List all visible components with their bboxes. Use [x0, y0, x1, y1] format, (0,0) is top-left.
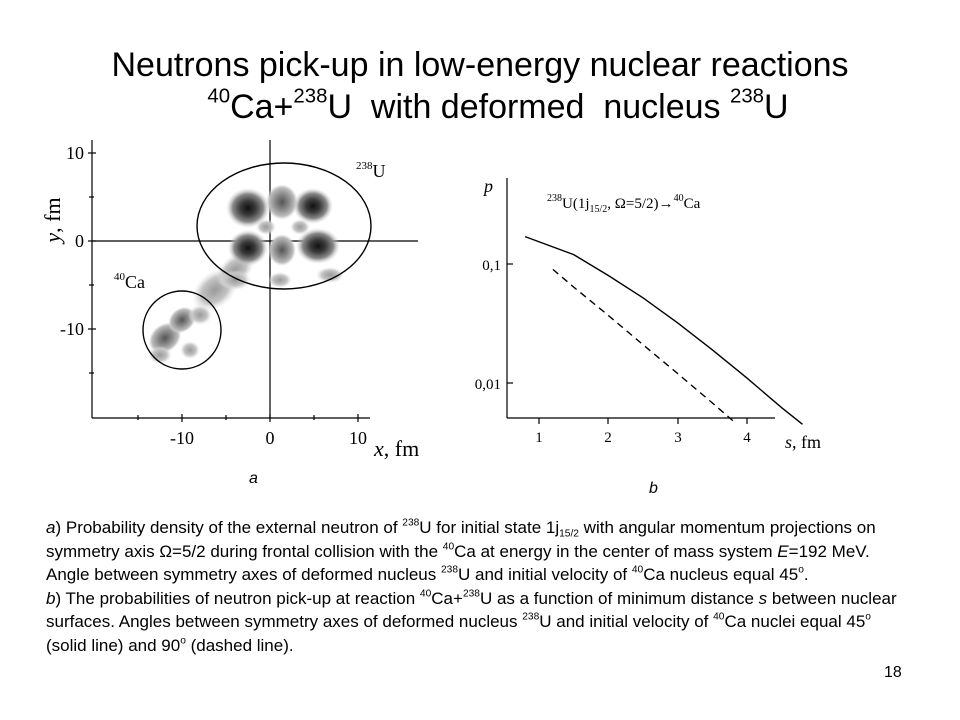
x-tick-label: 1 [535, 430, 543, 446]
x-tick-label: 0 [265, 428, 275, 448]
panel-b-axes [507, 178, 775, 424]
x-tick-label: 10 [349, 428, 367, 448]
caption-b: b) The probabilities of neutron pick-up at reaction $^{40}$Ca+$^{238}$U as a function of minimum distance s between nuclear surfaces. Angles between symmetry axes of deformed nucleus $^{238}$U and initial velocity of $^{40}$Ca nuclei equal 45$^o$ (solid line) and 90$^o$ (dashed line). [46, 587, 897, 655]
y-tick-label: 10 [66, 143, 84, 163]
panel-a-label: a [249, 470, 258, 487]
x-axis-label: s, fm [785, 432, 822, 452]
y-axis-label: y, fm [40, 197, 65, 243]
y-tick-label: 0,01 [474, 377, 501, 393]
x-tick-label: -10 [170, 428, 194, 448]
chart-series [525, 237, 802, 425]
figure-caption [46, 516, 916, 657]
y-tick-label: 0 [75, 231, 84, 251]
density-contours [142, 184, 344, 364]
x-tick-label: 3 [674, 430, 682, 446]
panel-b-label: b [649, 480, 658, 497]
slide-title [0, 44, 960, 128]
y-axis-label: p [484, 176, 493, 196]
title-line-2: $^{40}$Ca+$^{238}$U with deformed nucleus $^{238}$U [207, 85, 789, 126]
chart-legend-label: $^{238}U(1j_{15/2}$, Ω=5/2)→$^{40}$Ca [547, 193, 701, 215]
caption-a: a) Probability density of the external neutron of $^{238}$U for initial state $1j_{15/2}$ with angular momentum projections on symmetry axis Ω=5/2 during frontal collision with the $^{40}$Ca at energy in the center of mass system E=192 MeV. Angle between symmetry axes of deformed nucleus $^{238}$U and initial velocity of $^{40}$Ca nucleus equal 45$^o$. [46, 517, 876, 584]
solid-series-line [525, 237, 802, 425]
title-line-1: Neutrons pick-up in low-energy nuclear reactions [111, 46, 849, 84]
probability-chart [455, 160, 855, 460]
y-tick-label: 0,1 [482, 258, 501, 274]
ca-nucleus-label: $^{40}$Ca [114, 271, 145, 292]
u-nucleus-label: $^{238}$U [356, 160, 386, 181]
x-tick-label: 4 [743, 430, 751, 446]
density-plot [30, 140, 440, 470]
x-axis-label: x, fm [374, 436, 420, 461]
x-tick-label: 2 [604, 430, 612, 446]
page-number: 18 [884, 664, 902, 681]
y-tick-label: -10 [60, 319, 84, 339]
